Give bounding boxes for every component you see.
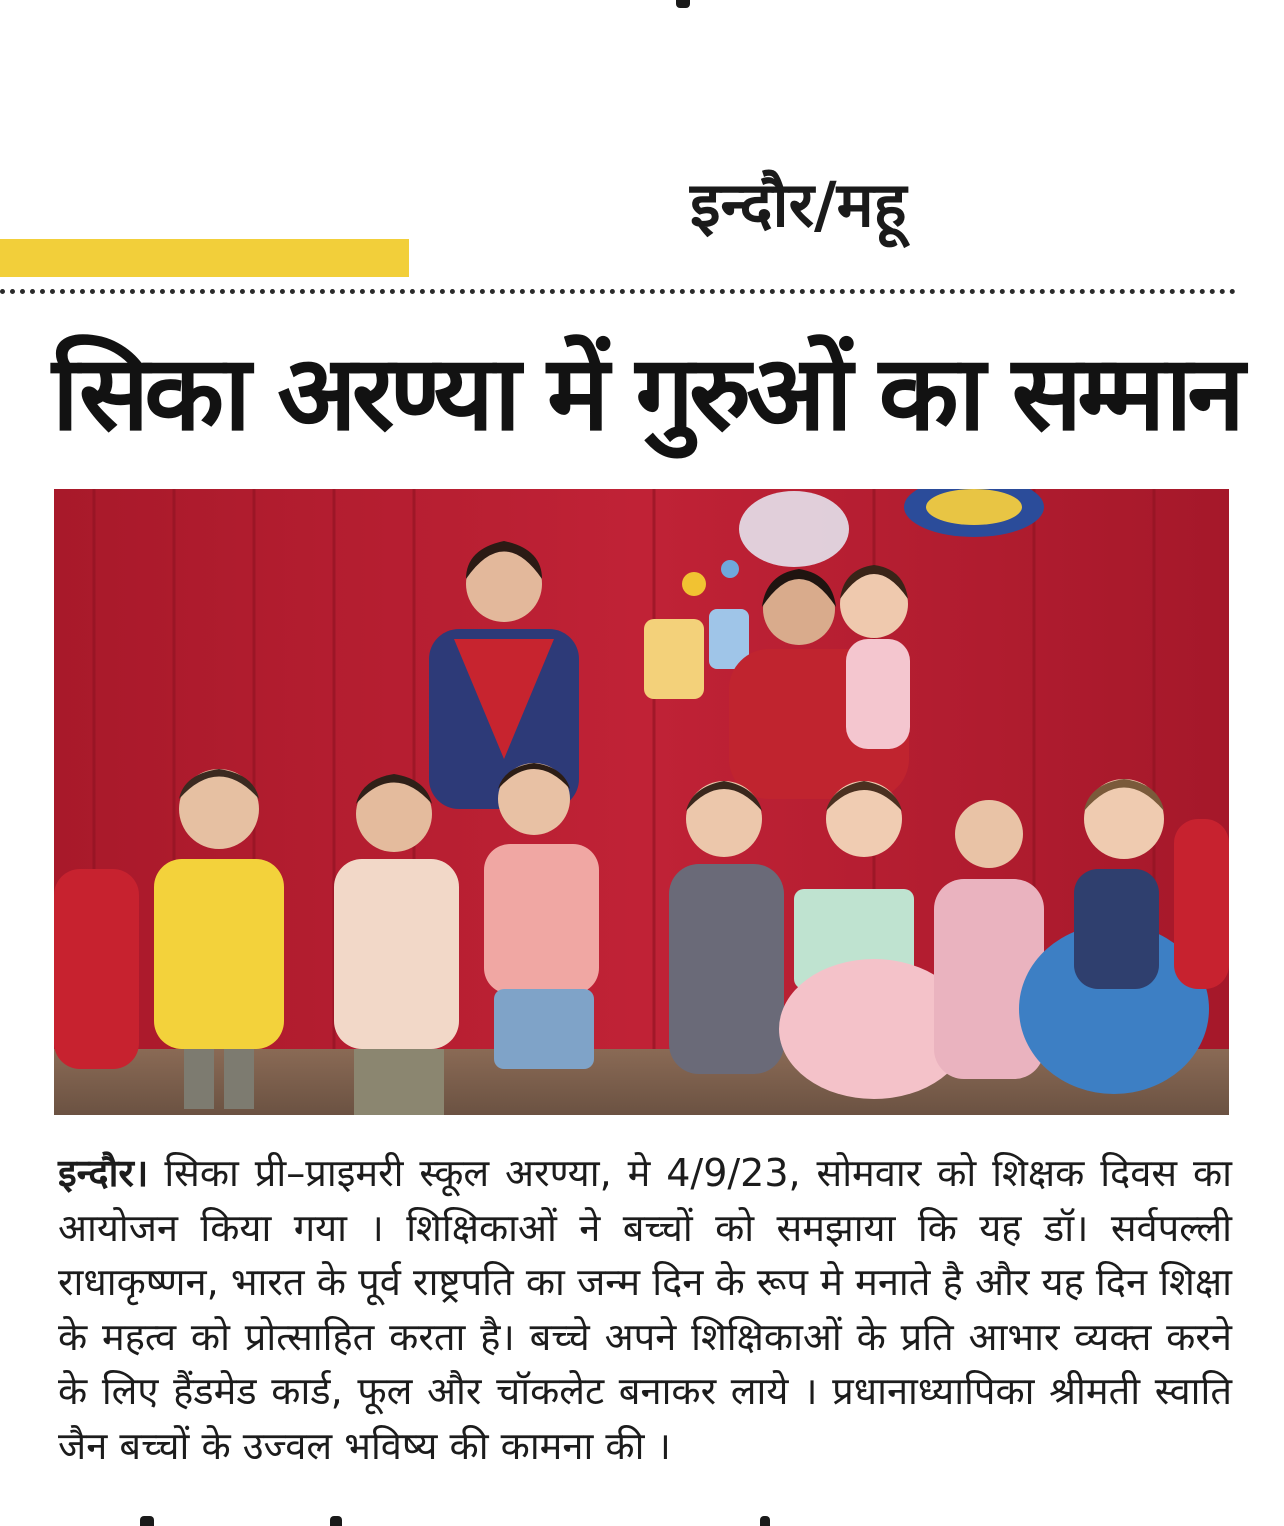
article-dateline: इन्दौर। xyxy=(58,1151,149,1195)
article-body xyxy=(58,1146,1232,1473)
event-photo-illustration xyxy=(54,489,1229,1115)
article-text: सिका प्री–प्राइमरी स्कूल अरण्या, मे 4/9/23, सोमवार को शिक्षक दिवस का आयोजन किया गया । शिक्षिकाओं ने बच्चों को समझाया कि यह डॉ। सर्वपल्ली राधाकृष्णन, भारत के पूर्व राष्ट्रपति का जन्म दिन के रूप मे मनाते है और यह दिन शिक्षा के महत्व को प्रोत्साहित करता है। बच्चे अपने शिक्षिकाओं के प्रति आभार व्यक्त करने के लिए हैंडमेड कार्ड, फूल और चॉकलेट बनाकर लाये । प्रधानाध्यापिका श्रीमती स्वाति जैन बच्चों के उज्वल भविष्य की कामना की । xyxy=(58,1151,1232,1468)
cropped-next-line xyxy=(0,1516,1284,1526)
cropped-text-fragment xyxy=(676,0,690,8)
section-label: इन्दौर/महू xyxy=(690,168,907,241)
event-photo xyxy=(54,489,1229,1115)
headline: सिका अरण्या में गुरुओं का सम्मान xyxy=(52,332,1241,454)
section-accent-bar xyxy=(0,239,409,277)
dotted-divider xyxy=(0,289,1236,294)
